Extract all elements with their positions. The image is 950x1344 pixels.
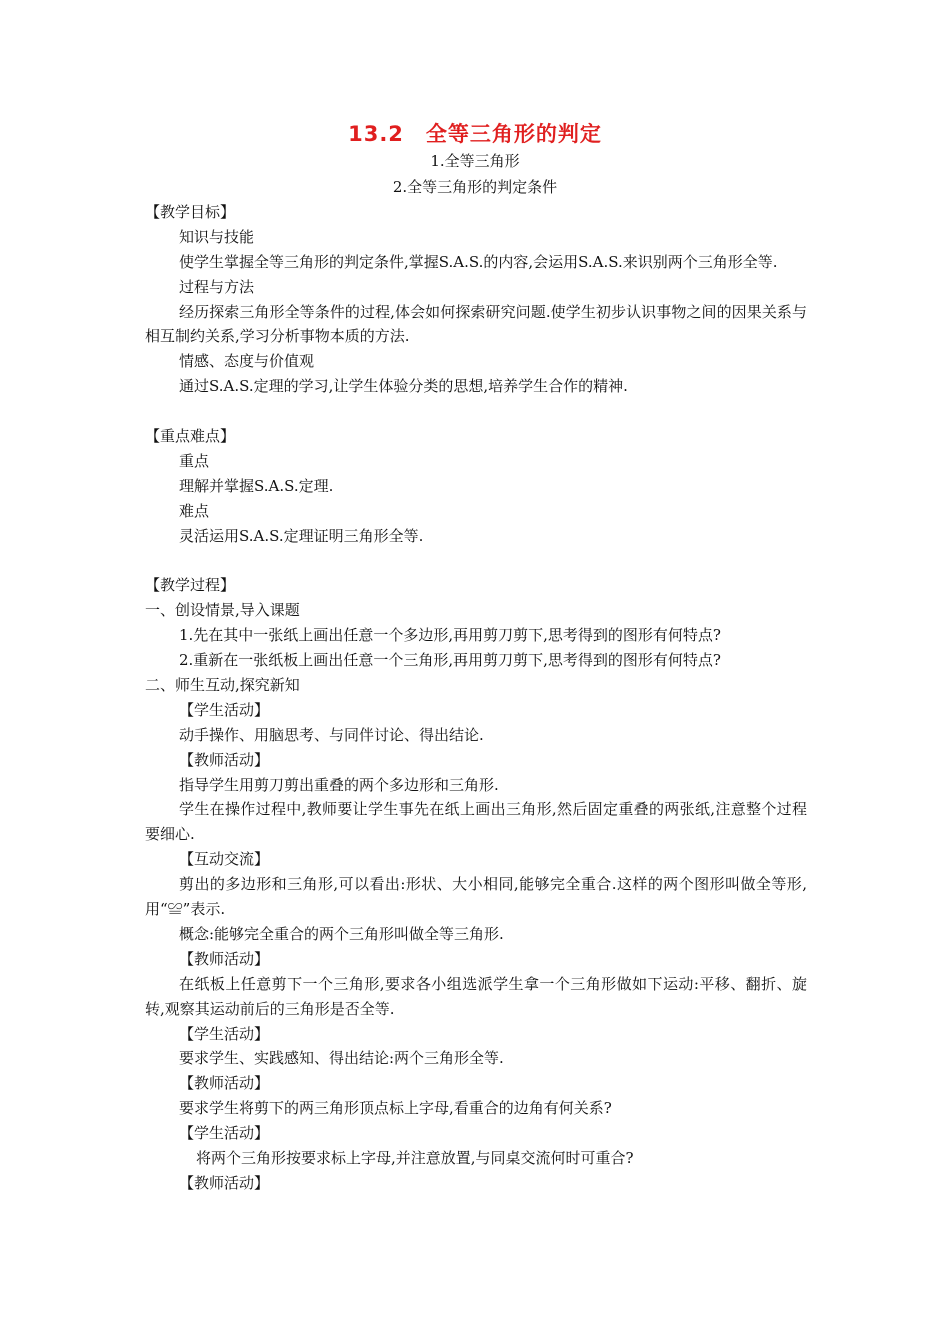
teacher-activity-label: 【教师活动】 bbox=[179, 949, 270, 968]
subtitle-1: 1.全等三角形 bbox=[430, 152, 520, 170]
difficult-text: 灵活运用S.A.S.定理证明三角形全等. bbox=[179, 526, 424, 545]
spacer bbox=[145, 549, 807, 574]
student-activity-label: 【学生活动】 bbox=[179, 1024, 270, 1043]
teacher-activity-label: 【教师活动】 bbox=[179, 750, 270, 769]
teacher-activity-text: 要求学生将剪下的两三角形顶点标上字母,看重合的边角有何关系? bbox=[179, 1099, 612, 1118]
teacher-activity-text: 指导学生用剪刀剪出重叠的两个多边形和三角形. bbox=[179, 775, 499, 794]
key-title: 重点 bbox=[179, 451, 210, 470]
teacher-activity-label: 【教师活动】 bbox=[179, 1173, 270, 1192]
teacher-activity-label: 【教师活动】 bbox=[179, 1074, 270, 1093]
student-activity-label: 【学生活动】 bbox=[179, 700, 270, 719]
difficult-title: 难点 bbox=[179, 501, 210, 520]
question-2: 2.重新在一张纸板上画出任意一个三角形,再用剪刀剪下,思考得到的图形有何特点? bbox=[179, 651, 721, 670]
section-2-title: 二、师生互动,探究新知 bbox=[145, 675, 300, 694]
teacher-activity-note: 学生在操作过程中,教师要让学生事先在纸上画出三角形,然后固定重叠的两张纸,注意整个过程要细心. bbox=[145, 800, 807, 844]
knowledge-title: 知识与技能 bbox=[179, 227, 255, 246]
spacer bbox=[145, 399, 807, 424]
student-activity-text: 要求学生、实践感知、得出结论:两个三角形全等. bbox=[179, 1049, 504, 1068]
key-text: 理解并掌握S.A.S.定理. bbox=[179, 476, 334, 495]
section-header-keypoints: 【重点难点】 bbox=[145, 427, 236, 446]
section-1-title: 一、创设情景,导入课题 bbox=[145, 601, 300, 620]
document-title: 13.2 全等三角形的判定 bbox=[348, 122, 602, 146]
section-header-goals: 【教学目标】 bbox=[145, 203, 236, 221]
student-activity-text: 将两个三角形按要求标上字母,并注意放置,与同桌交流何时可重合? bbox=[196, 1148, 634, 1167]
subtitle-2: 2.全等三角形的判定条件 bbox=[392, 178, 558, 196]
interaction-label: 【互动交流】 bbox=[179, 850, 270, 869]
document-body bbox=[145, 200, 807, 1196]
knowledge-text: 使学生掌握全等三角形的判定条件,掌握S.A.S.的内容,会运用S.A.S.来识别两个三角形全等. bbox=[179, 252, 778, 271]
student-activity-label: 【学生活动】 bbox=[179, 1124, 270, 1143]
section-header-process: 【教学过程】 bbox=[145, 576, 236, 595]
student-activity-text: 动手操作、用脑思考、与同伴讨论、得出结论. bbox=[179, 725, 484, 744]
question-1: 1.先在其中一张纸上画出任意一个多边形,再用剪刀剪下,思考得到的图形有何特点? bbox=[179, 626, 721, 645]
process-title: 过程与方法 bbox=[179, 277, 255, 296]
emotion-text: 通过S.A.S.定理的学习,让学生体验分类的思想,培养学生合作的精神. bbox=[179, 377, 628, 396]
emotion-title: 情感、态度与价值观 bbox=[179, 352, 315, 371]
teacher-activity-text: 在纸板上任意剪下一个三角形,要求各小组选派学生拿一个三角形做如下运动:平移、翻折、旋转,观察其运动前后的三角形是否全等. bbox=[145, 974, 807, 1018]
interaction-text: 剪出的多边形和三角形,可以看出:形状、大小相同,能够完全重合.这样的两个图形叫做全等形,用“≌”表示. bbox=[145, 875, 807, 919]
concept-text: 概念:能够完全重合的两个三角形叫做全等三角形. bbox=[179, 924, 504, 943]
process-text: 经历探索三角形全等条件的过程,体会如何探索研究问题.使学生初步认识事物之间的因果关系与相互制约关系,学习分析事物本质的方法. bbox=[145, 302, 807, 346]
